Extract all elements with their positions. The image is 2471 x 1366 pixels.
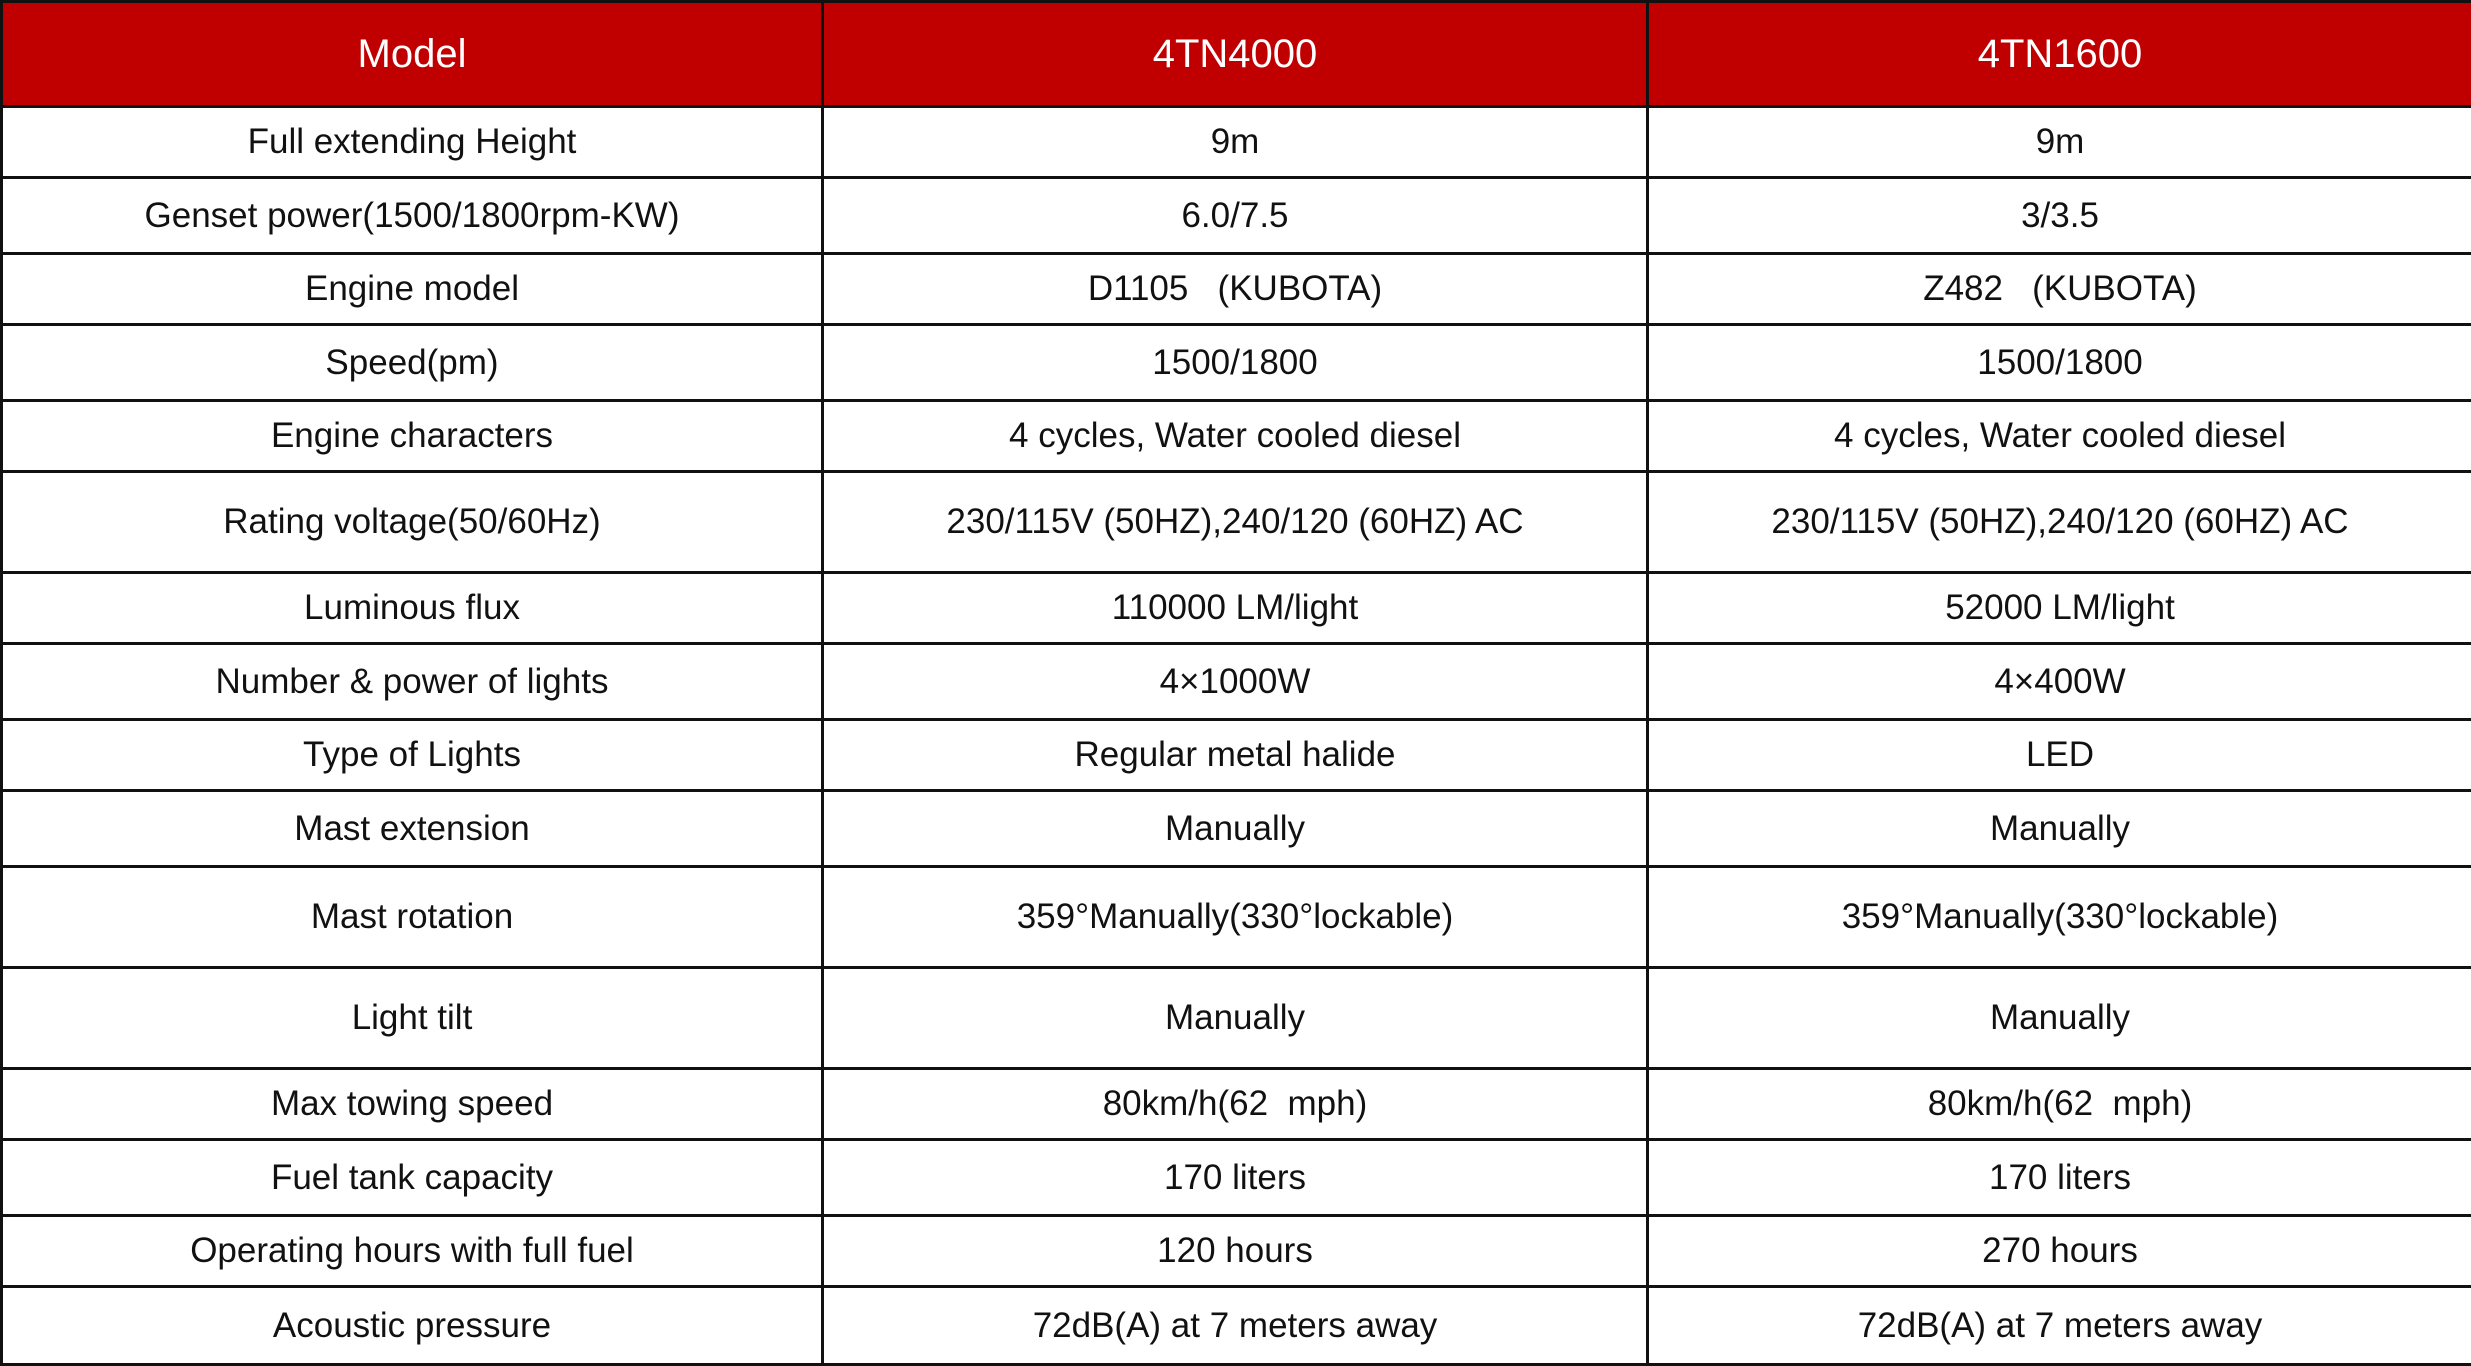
value-4tn1600: 9m — [1648, 107, 2471, 178]
row-label: Full extending Height — [2, 107, 823, 178]
value-4tn1600: 170 liters — [1648, 1140, 2471, 1216]
row-label: Engine characters — [2, 401, 823, 472]
value-4tn1600: 3/3.5 — [1648, 178, 2471, 254]
row-label: Operating hours with full fuel — [2, 1216, 823, 1287]
table-row — [2, 107, 2471, 178]
row-label: Max towing speed — [2, 1069, 823, 1140]
value-4tn4000: Manually — [823, 968, 1648, 1069]
header-4tn1600: 4TN1600 — [1648, 2, 2471, 107]
table-row — [2, 1287, 2471, 1365]
value-4tn4000: D1105 (KUBOTA) — [823, 254, 1648, 325]
value-4tn4000: 6.0/7.5 — [823, 178, 1648, 254]
row-label: Rating voltage(50/60Hz) — [2, 472, 823, 573]
row-label: Type of Lights — [2, 720, 823, 791]
value-4tn4000: 4×1000W — [823, 644, 1648, 720]
header-4tn4000: 4TN4000 — [823, 2, 1648, 107]
value-4tn1600: 72dB(A) at 7 meters away — [1648, 1287, 2471, 1365]
row-label: Number & power of lights — [2, 644, 823, 720]
value-4tn1600: 52000 LM/light — [1648, 573, 2471, 644]
row-label: Mast extension — [2, 791, 823, 867]
table-row — [2, 472, 2471, 573]
table-row — [2, 644, 2471, 720]
value-4tn4000: Manually — [823, 791, 1648, 867]
table-row — [2, 401, 2471, 472]
value-4tn1600: 4 cycles, Water cooled diesel — [1648, 401, 2471, 472]
row-label: Engine model — [2, 254, 823, 325]
value-4tn4000: 80km/h(62 mph) — [823, 1069, 1648, 1140]
value-4tn4000: Regular metal halide — [823, 720, 1648, 791]
table-row — [2, 1216, 2471, 1287]
value-4tn1600: 80km/h(62 mph) — [1648, 1069, 2471, 1140]
table-row — [2, 573, 2471, 644]
row-label: Fuel tank capacity — [2, 1140, 823, 1216]
header-model: Model — [2, 2, 823, 107]
value-4tn1600: 270 hours — [1648, 1216, 2471, 1287]
value-4tn1600: 359°Manually(330°lockable) — [1648, 867, 2471, 968]
value-4tn1600: 230/115V (50HZ),240/120 (60HZ) AC — [1648, 472, 2471, 573]
value-4tn1600: 4×400W — [1648, 644, 2471, 720]
row-label: Speed(pm) — [2, 325, 823, 401]
table-row — [2, 1069, 2471, 1140]
row-label: Genset power(1500/1800rpm-KW) — [2, 178, 823, 254]
row-label: Light tilt — [2, 968, 823, 1069]
table-row — [2, 867, 2471, 968]
table-row — [2, 720, 2471, 791]
value-4tn1600: LED — [1648, 720, 2471, 791]
table-row — [2, 254, 2471, 325]
table-row — [2, 791, 2471, 867]
value-4tn1600: 1500/1800 — [1648, 325, 2471, 401]
row-label: Acoustic pressure — [2, 1287, 823, 1365]
table-row — [2, 178, 2471, 254]
value-4tn1600: Z482 (KUBOTA) — [1648, 254, 2471, 325]
table-row — [2, 1140, 2471, 1216]
value-4tn4000: 359°Manually(330°lockable) — [823, 867, 1648, 968]
value-4tn4000: 230/115V (50HZ),240/120 (60HZ) AC — [823, 472, 1648, 573]
value-4tn4000: 72dB(A) at 7 meters away — [823, 1287, 1648, 1365]
table-header-row — [2, 2, 2471, 107]
row-label: Luminous flux — [2, 573, 823, 644]
value-4tn1600: Manually — [1648, 968, 2471, 1069]
table-row — [2, 968, 2471, 1069]
table-row — [2, 325, 2471, 401]
value-4tn1600: Manually — [1648, 791, 2471, 867]
value-4tn4000: 1500/1800 — [823, 325, 1648, 401]
value-4tn4000: 170 liters — [823, 1140, 1648, 1216]
value-4tn4000: 4 cycles, Water cooled diesel — [823, 401, 1648, 472]
row-label: Mast rotation — [2, 867, 823, 968]
value-4tn4000: 9m — [823, 107, 1648, 178]
value-4tn4000: 120 hours — [823, 1216, 1648, 1287]
value-4tn4000: 110000 LM/light — [823, 573, 1648, 644]
